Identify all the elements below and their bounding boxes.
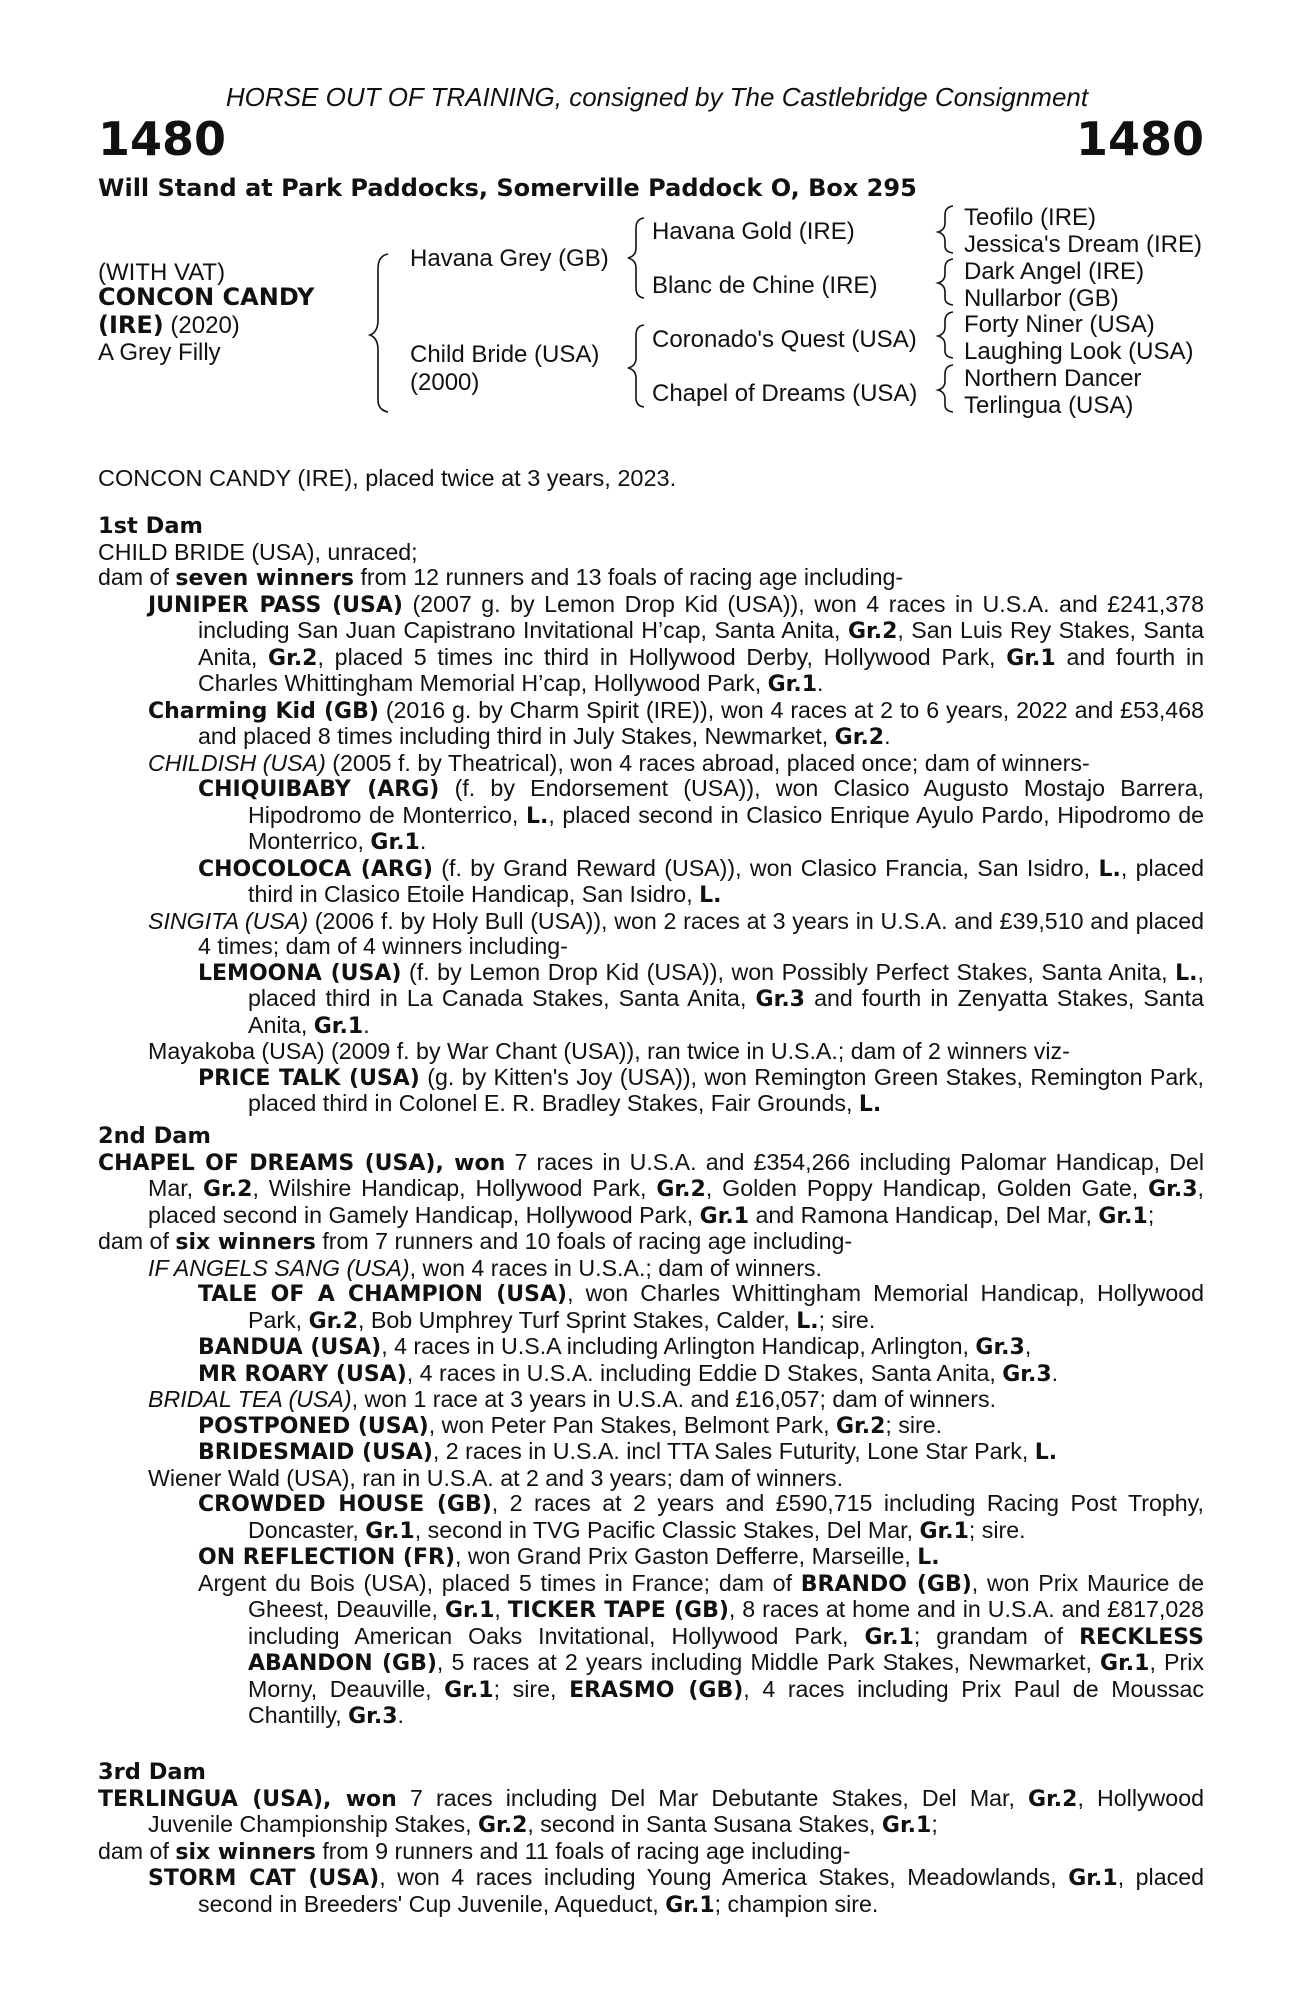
pedigree-gen3-4: Nullarbor (GB) — [964, 285, 1119, 312]
entry-text: dam of — [98, 564, 176, 590]
bold-text: STORM CAT (USA) — [148, 1866, 380, 1891]
entry-text: , 2 races in U.S.A. incl TTA Sales Futurity, Lone Star Park, — [432, 1438, 1035, 1464]
bold-text: Gr.1 — [1098, 1203, 1148, 1229]
bold-text: Gr.1 — [370, 830, 420, 855]
entry-text: from 7 runners and 10 foals of racing age including- — [315, 1228, 853, 1254]
bold-text: CHOCOLOCA (ARG) — [198, 856, 433, 882]
bold-text: Gr.1 — [864, 1624, 914, 1650]
entry-text: 7 races in U.S.A. and £354,266 including Palomar Handicap, Del Mar, — [148, 1148, 1205, 1201]
catalogue-entry — [98, 751, 1204, 777]
bold-text: Gr.2 — [308, 1308, 358, 1334]
entry-text: ; sire, — [493, 1675, 570, 1702]
pedigree-gen3-3: Dark Angel (IRE) — [964, 258, 1145, 285]
entry-text: and Ramona Handicap, Del Mar, — [749, 1201, 1099, 1228]
entry-text: , second in TVG Pacific Classic Stakes, Del Mar, — [414, 1516, 920, 1543]
entry-text: (2007 g. by Lemon Drop Kid (USA)), won 4 races in U.S.A. and £241,378 including San Juan Capistrano Invitational H’cap, Santa Anita, — [198, 590, 1204, 643]
entry-text: , 2 races at 2 years and £590,715 including Racing Post Trophy, Doncaster, — [248, 1490, 1204, 1543]
catalogue-entry — [98, 1786, 1204, 1839]
italic-text: SINGITA (USA) — [148, 907, 309, 934]
bold-text: CHIQUIBABY (ARG) — [198, 777, 440, 802]
entry-text: , San Luis Rey Stakes, Santa Anita, — [198, 617, 1204, 670]
entry-text: dam of — [98, 1228, 176, 1254]
entry-text: ; grandam of — [913, 1622, 1080, 1649]
entry-text: ; — [931, 1811, 938, 1837]
entry-text: , — [494, 1596, 508, 1622]
bold-text: Gr.2 — [203, 1177, 253, 1202]
entry-text: , placed 5 times inc third in Hollywood Derby, Hollywood Park, — [317, 643, 1007, 670]
bold-text: Gr.1 — [699, 1203, 750, 1229]
bold-text: ON REFLECTION (FR) — [198, 1545, 456, 1570]
entry-text: , 4 races in U.S.A including Arlington Handicap, Arlington, — [381, 1333, 976, 1359]
catalogue-entry — [98, 592, 1204, 698]
entry-text: , won 4 races in U.S.A.; dam of winners. — [409, 1254, 822, 1281]
vat-note: (WITH VAT) — [98, 259, 226, 286]
bold-text: Gr.2 — [268, 645, 318, 671]
catalogue-entry — [98, 1065, 1204, 1118]
entry-text: . — [1051, 1359, 1059, 1386]
entry-text: , placed second in Breeders' Cup Juvenile, Aqueduct, — [198, 1864, 1204, 1917]
entry-text: , 4 races in U.S.A. including Eddie D Stakes, Santa Anita, — [406, 1359, 1003, 1386]
catalogue-entry — [98, 1466, 1204, 1492]
second-dam-lines — [98, 1150, 1204, 1730]
bold-text: LEMOONA (USA) — [198, 960, 402, 986]
catalogue-entry — [98, 1439, 1204, 1466]
entry-text: , Bob Umphrey Turf Sprint Stakes, Calder, — [358, 1306, 797, 1333]
entry-text: ; sire. — [818, 1306, 876, 1333]
entry-text: and fourth in Charles Whittingham Memorial H’cap, Hollywood Park, — [198, 643, 1204, 696]
entry-text: , Hollywood Juvenile Championship Stakes, — [148, 1784, 1204, 1837]
pedigree-gen3-8: Terlingua (USA) — [964, 392, 1134, 419]
entry-text: , won 1 race at 3 years in U.S.A. and £16,057; dam of winners. — [351, 1386, 997, 1412]
entry-text: ; sire. — [885, 1411, 943, 1438]
lot-number-right: 1480 — [1075, 112, 1204, 166]
entry-text: Wiener Wald (USA), ran in U.S.A. at 2 and 3 years; dam of winners. — [148, 1464, 844, 1491]
first-dam-lines — [98, 540, 1204, 1118]
horse-year: (2020) — [163, 312, 240, 339]
entry-text: (f. by Lemon Drop Kid (USA)), won Possibly Perfect Stakes, Santa Anita, — [401, 958, 1176, 985]
bold-text: Gr.3 — [1148, 1177, 1198, 1202]
bold-text: Gr.3 — [755, 987, 805, 1012]
catalogue-entry — [98, 909, 1204, 960]
entry-text: ; sire. — [968, 1516, 1026, 1543]
bold-text: Gr.1 — [881, 1813, 932, 1838]
entry-text: (2005 f. by Theatrical), won 4 races abroad, placed once; dam of winners- — [325, 749, 1090, 776]
bold-text: Gr.1 — [665, 1892, 715, 1918]
bold-text: L. — [1175, 960, 1198, 986]
entry-text: , placed third in La Canada Stakes, Santa Anita, — [248, 958, 1204, 1011]
entry-text: , second in Santa Susana Stakes, — [527, 1811, 882, 1837]
bold-text: Gr.1 — [767, 672, 818, 697]
entry-text: . — [884, 723, 891, 749]
entry-text: , won Prix Maurice de Gheest, Deauville, — [248, 1569, 1204, 1622]
horse-name: CONCON CANDY — [98, 283, 315, 311]
bold-text: Gr.1 — [1100, 1651, 1150, 1676]
bold-text: PRICE TALK (USA) — [198, 1065, 420, 1091]
entry-text: (g. by Kitten's Joy (USA)), won Remington Green Stakes, Remington Park, placed third in Colonel E. R. Bradley Stakes, Fair Grounds, — [248, 1063, 1204, 1116]
entry-text: (2006 f. by Holy Bull (USA)), won 2 races at 3 years in U.S.A. and £39,510 and placed 4 times; dam of 4 winners including- — [198, 907, 1204, 959]
entry-text: , — [1024, 1333, 1032, 1359]
bold-text: six winners — [175, 1839, 316, 1865]
entry-text: . — [817, 670, 824, 696]
pedigree-dam-dam: Chapel of Dreams (USA) — [652, 380, 918, 407]
catalogue-entry — [98, 1039, 1204, 1065]
bold-text: L. — [796, 1308, 819, 1334]
entry-text: , 5 races at 2 years including Middle Park Stakes, Newmarket, — [436, 1649, 1101, 1675]
bold-text: Gr.1 — [444, 1598, 495, 1623]
entry-text: from 12 runners and 13 foals of racing age including- — [354, 564, 904, 590]
entry-text: (2016 g. by Charm Spirit (IRE)), won 4 races at 2 to 6 years, 2022 and £53,468 and placed 8 times including third in July Stakes, Newmarket, — [198, 696, 1204, 749]
bold-text: Gr.1 — [313, 1013, 364, 1039]
bold-text: BRANDO (GB) — [800, 1571, 972, 1597]
bold-text: TERLINGUA (USA), won — [98, 1786, 397, 1812]
entry-text: , won Grand Prix Gaston Defferre, Marseille, — [455, 1543, 918, 1569]
italic-text: BRIDAL TEA (USA) — [148, 1386, 352, 1412]
bold-text: Gr.1 — [1006, 645, 1056, 671]
catalogue-entry — [98, 1387, 1204, 1413]
horse-country: (IRE) — [98, 311, 164, 339]
catalogue-entry — [98, 776, 1204, 856]
italic-text: CHILDISH (USA) — [148, 749, 326, 776]
bold-text: Gr.1 — [444, 1677, 494, 1703]
entry-text: dam of — [98, 1837, 176, 1864]
catalogue-entry — [98, 1256, 1204, 1282]
italic-text: IF ANGELS SANG (USA) — [148, 1254, 410, 1281]
pedigree-gen3-2: Jessica's Dream (IRE) — [964, 231, 1202, 258]
catalogue-entry — [98, 1361, 1204, 1388]
catalogue-entry — [98, 1491, 1204, 1544]
catalogue-entry — [98, 856, 1204, 909]
bold-text: Gr.3 — [348, 1704, 398, 1729]
bold-text: L. — [1098, 856, 1121, 882]
pedigree-gen3-7: Northern Dancer — [964, 365, 1142, 392]
entry-text: (f. by Grand Reward (USA)), won Clasico Francia, San Isidro, — [432, 854, 1099, 881]
bold-text: RECKLESS ABANDON (GB) — [248, 1624, 1205, 1676]
catalogue-entry — [98, 1571, 1204, 1730]
pedigree-sire-dam: Blanc de Chine (IRE) — [652, 272, 878, 299]
pedigree-dam: Child Bride (USA) — [410, 341, 600, 368]
bold-text: TALE OF A CHAMPION (USA) — [198, 1282, 568, 1307]
bold-text: Charming Kid (GB) — [148, 698, 379, 724]
bold-text: BRIDESMAID (USA) — [198, 1440, 433, 1465]
pedigree-gen3-1: Teofilo (IRE) — [964, 204, 1097, 231]
pedigree-dam-year: (2000) — [410, 369, 480, 396]
entry-text: , 4 races including Prix Paul de Moussac Chantilly, — [248, 1675, 1204, 1728]
entry-text: ; — [1147, 1201, 1155, 1228]
third-dam-section — [98, 1760, 1204, 1918]
bold-text: POSTPONED (USA) — [198, 1413, 429, 1439]
bold-text: Gr.3 — [1002, 1361, 1052, 1387]
entry-text: and fourth in Zenyatta Stakes, Santa Anita, — [248, 985, 1204, 1038]
bold-text: L. — [1034, 1440, 1058, 1465]
pedigree-sire-sire: Havana Gold (IRE) — [652, 218, 855, 245]
bold-text: ERASMO (GB) — [569, 1677, 744, 1703]
entry-text: , Wilshire Handicap, Hollywood Park, — [252, 1175, 657, 1201]
entry-text: CHILD BRIDE (USA), unraced; — [98, 538, 418, 565]
entry-text: from 9 runners and 11 foals of racing age including- — [315, 1837, 851, 1864]
bold-text: L. — [858, 1092, 882, 1117]
bold-text: Gr.1 — [1068, 1866, 1118, 1891]
bold-text: Gr.3 — [975, 1335, 1025, 1360]
entry-text: , Golden Poppy Handicap, Golden Gate, — [705, 1175, 1149, 1201]
pedigree-dam-sire: Coronado's Quest (USA) — [652, 326, 917, 353]
second-dam-heading: 2nd Dam — [98, 1123, 211, 1149]
race-record: CONCON CANDY (IRE), placed twice at 3 years, 2023. — [98, 465, 677, 491]
bold-text: Gr.2 — [1028, 1786, 1078, 1812]
catalogue-entry — [98, 960, 1204, 1040]
catalogue-entry — [98, 1229, 1204, 1256]
bold-text: L. — [525, 803, 549, 829]
bold-text: Gr.2 — [847, 619, 898, 644]
catalogue-entry — [98, 1839, 1204, 1866]
entry-text: . — [419, 828, 427, 854]
entry-text: (f. by Endorsement (USA)), won Clasico Augusto Mostajo Barrera, Hipodromo de Monterrico, — [248, 775, 1204, 828]
entry-text: 7 races including Del Mar Debutante Stakes, Del Mar, — [396, 1784, 1029, 1811]
entry-text: , placed second in Clasico Enrique Ayulo Pardo, Hipodromo de Monterrico, — [248, 801, 1204, 854]
first-dam-section — [98, 514, 1204, 1118]
entry-text: ; champion sire. — [714, 1890, 879, 1917]
entry-text: Mayakoba (USA) (2009 f. by War Chant (USA)), ran twice in U.S.A.; dam of 2 winners viz- — [148, 1038, 1070, 1064]
catalogue-entry — [98, 1150, 1204, 1230]
consignment-header: HORSE OUT OF TRAINING, consigned by The Castlebridge Consignment — [225, 82, 1089, 112]
stand-info: Will Stand at Park Paddocks, Somerville Paddock O, Box 295 — [98, 174, 917, 202]
entry-text: , placed third in Clasico Etoile Handicap, San Isidro, — [248, 854, 1204, 907]
first-dam-heading: 1st Dam — [98, 513, 203, 539]
bold-text: CHAPEL OF DREAMS (USA), won — [98, 1150, 506, 1176]
third-dam-heading: 3rd Dam — [98, 1759, 206, 1785]
entry-text: , 8 races at home and in U.S.A. and £817,028 including American Oaks Invitational, Hollywood Park, — [248, 1596, 1205, 1649]
catalogue-entry — [98, 698, 1204, 751]
bold-text: L. — [917, 1545, 940, 1570]
entry-text: , placed second in Gamely Handicap, Hollywood Park, — [148, 1175, 1204, 1228]
horse-description: A Grey Filly — [98, 339, 221, 366]
bold-text: Gr.1 — [919, 1518, 969, 1544]
catalogue-entry — [98, 1413, 1204, 1440]
bold-text: seven winners — [175, 566, 354, 591]
entry-text: Argent du Bois (USA), placed 5 times in France; dam of — [198, 1569, 801, 1596]
catalogue-entry — [98, 1281, 1204, 1334]
second-dam-section — [98, 1124, 1204, 1730]
entry-text: . — [363, 1011, 370, 1038]
bold-text: BANDUA (USA) — [198, 1335, 382, 1360]
bold-text: CROWDED HOUSE (GB) — [198, 1492, 492, 1517]
bold-text: Gr.2 — [835, 1413, 886, 1439]
catalogue-entry — [98, 1334, 1204, 1361]
bold-text: JUNIPER PASS (USA) — [148, 592, 403, 618]
pedigree-gen3-6: Laughing Look (USA) — [964, 338, 1194, 365]
entry-text: , won Charles Whittingham Memorial Handicap, Hollywood Park, — [248, 1280, 1205, 1333]
entry-text: . — [397, 1702, 404, 1728]
third-dam-lines — [98, 1786, 1204, 1919]
pedigree-gen3-5: Forty Niner (USA) — [964, 311, 1155, 338]
catalogue-entry — [98, 565, 1204, 592]
bold-text: Gr.2 — [656, 1177, 706, 1202]
pedigree-sire: Havana Grey (GB) — [410, 245, 609, 272]
entry-text: , won Peter Pan Stakes, Belmont Park, — [428, 1411, 836, 1438]
bold-text: Gr.1 — [365, 1518, 415, 1544]
entry-text: , Prix Morny, Deauville, — [248, 1649, 1204, 1702]
bold-text: L. — [699, 883, 722, 908]
catalogue-entry — [98, 540, 1204, 566]
lot-number-left: 1480 — [98, 112, 227, 166]
bold-text: MR ROARY (USA) — [198, 1361, 407, 1387]
catalogue-entry — [98, 1544, 1204, 1571]
bold-text: Gr.2 — [477, 1813, 528, 1838]
bold-text: six winners — [175, 1230, 316, 1255]
entry-text: , won 4 races including Young America Stakes, Meadowlands, — [379, 1864, 1069, 1890]
catalogue-entry — [98, 1865, 1204, 1918]
bold-text: Gr.2 — [834, 725, 885, 750]
bold-text: TICKER TAPE (GB) — [507, 1598, 729, 1623]
